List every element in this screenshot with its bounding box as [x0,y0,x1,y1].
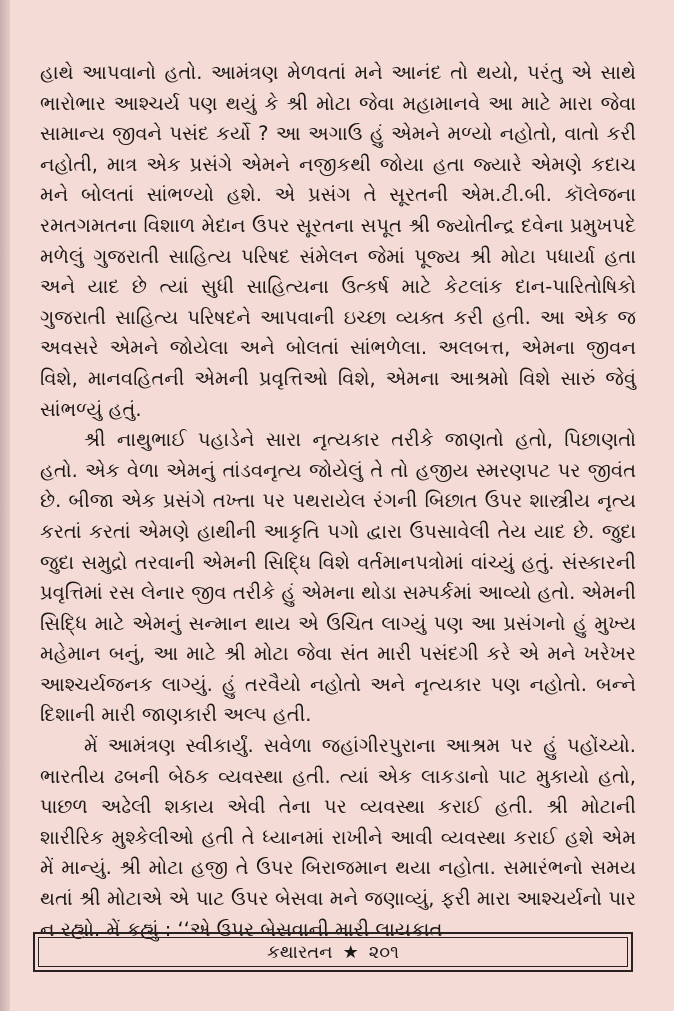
page-footer [33,932,633,972]
footer-frame [38,937,628,967]
paragraph-2: શ્રી નાથુભાઈ પહાડેને સારા નૃત્યકાર તરીકે જાણતો હતો, પિછાણતો હતો. એક વેળા એમનું તાંડવનૃત્ય જોયેલું તે તો હજીય સ્મરણપટ પર જીવંત છે. બીજા એક પ્રસંગે તખ્તા પર પથરાયેલ રંગની બિછાત ઉપર શાસ્ત્રીય નૃત્ય કરતાં કરતાં એમણે હાથીની આકૃતિ પગો દ્વારા ઉપસાવેલી તેય યાદ છે. જુદા જુદા સમુદ્રો તરવાની એમની સિદ્ધિ વિશે વર્તમાનપત્રોમાં વાંચ્યું હતું. સંસ્કારની પ્રવૃત્તિમાં રસ લેનાર જીવ તરીકે હું એમના થોડા સમ્પર્કમાં આવ્યો હતો. એમની સિદ્ધિ માટે એમનું સન્માન થાય એ ઉચિત લાગ્યું પણ આ પ્રસંગનો હું મુખ્ય મહેમાન બનું, આ માટે શ્રી મોટા જેવા સંત મારી પસંદગી કરે એ મને ખરેખર આશ્ચર્યજનક લાગ્યું. હું તરવૈયો નહોતો અને નૃત્યકાર પણ નહોતો. બન્ને દિશાની મારી જાણકારી અલ્પ હતી. [40,428,636,727]
paragraph-1: હાથે આપવાનો હતો. આમંત્રણ મેળવતાં મને આનંદ તો થયો, પરંતુ એ સાથે ભારોભાર આશ્ચર્ય પણ થયું કે શ્રી મોટા જેવા મહામાનવે આ માટે મારા જેવા સામાન્ય જીવને પસંદ કર્યો ? આ અગાઉ હું એમને મળ્યો નહોતો, વાતો કરી નહોતી, માત્ર એક પ્રસંગે એમને નજીકથી જોયા હતા જ્યારે એમણે કદાચ મને બોલતાં સાંભળ્યો હશે. એ પ્રસંગ તે સૂરતની એમ.ટી.બી. કૉલેજના રમતગમતના વિશાળ મેદાન ઉપર સૂરતના સપૂત શ્રી જ્યોતીન્દ્ર દવેના પ્રમુખપદે મળેલું ગુજરાતી સાહિત્ય પરિષદ સંમેલન જેમાં પૂજ્ય શ્રી મોટા પધાર્યા હતા અને યાદ છે ત્યાં સુધી સાહિત્યના ઉત્કર્ષ માટે કેટલાંક દાન-પારિતોષિકો ગુજરાતી સાહિત્ય પરિષદને આપવાની ઇચ્છા વ્યક્ત કરી હતી. આ એક જ અવસરે એમને જોયેલા અને બોલતાં સાંભળેલા. અલબત્ત, એમના જીવન વિશે, માનવહિતની એમની પ્રવૃત્તિઓ વિશે, એમના આશ્રમો વિશે સારું જેવું સાંભળ્યું હતું. [40,61,636,421]
body-text [40,58,636,945]
paragraph-3: મેં આમંત્રણ સ્વીકાર્યું. સવેળા જહાંગીરપુરાના આશ્રમ પર હું પહોંચ્યો. ભારતીય ઢબની બેઠક વ્યવસ્થા હતી. ત્યાં એક લાકડાનો પાટ મુકાયો હતો, પાછળ અઢેલી શકાય એવી તેના પર વ્યવસ્થા કરાઈ હતી. શ્રી મોટાની શારીરિક મુશ્કેલીઓ હતી તે ધ્યાનમાં રાખીને આવી વ્યવસ્થા કરાઈ હશે એમ મેં માન્યું. શ્રી મોટા હજી તે ઉપર બિરાજમાન થયા નહોતા. સમારંભનો સમય થતાં શ્રી મોટાએ એ પાટ ઉપર બેસવા મને જણાવ્યું, ફરી મારા આશ્ચર્યનો પાર ન રહ્યો. મેં કહ્યું : ‘‘એ ઉપર બેસવાની મારી લાયકાત [40,734,636,941]
star-icon: ★ [342,941,359,963]
book-title: કથારતન [267,941,333,963]
page-number: ૨૦૧ [368,941,399,963]
